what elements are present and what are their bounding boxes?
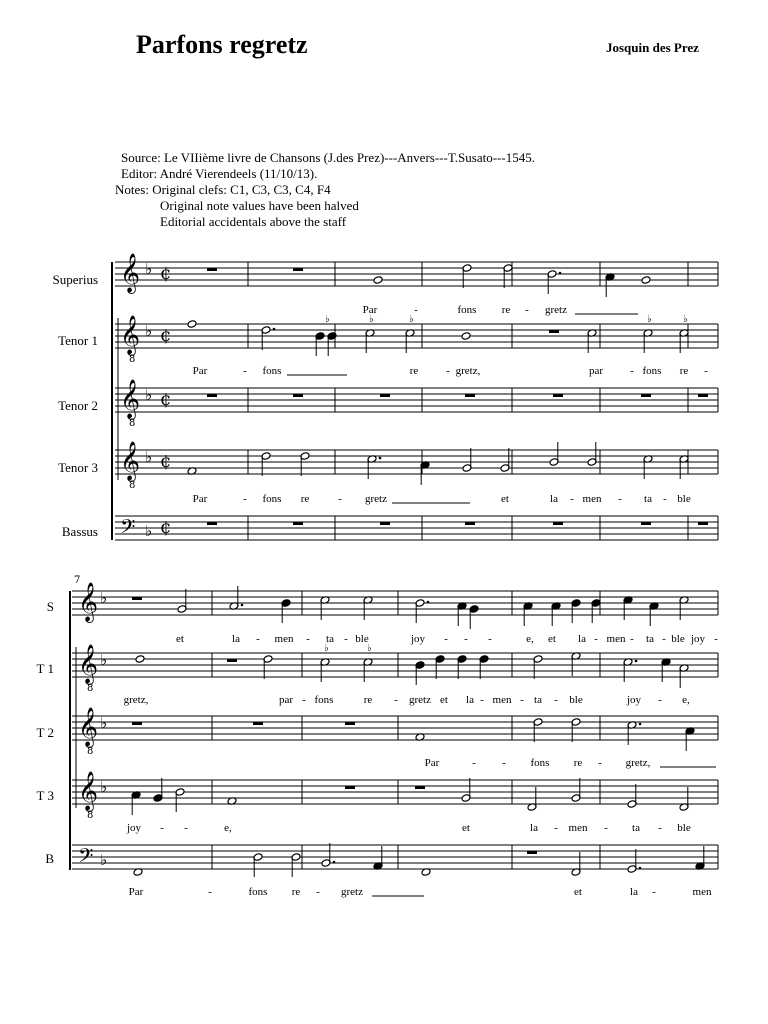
lyric-tenor1: re xyxy=(409,365,419,377)
lyric-superius: men xyxy=(606,633,626,645)
lyric-tenor3: Par xyxy=(192,493,208,505)
lyric-tenor3: joy xyxy=(126,822,142,834)
key-signature-flat: ♭ xyxy=(100,589,108,607)
whole-rest xyxy=(553,522,563,525)
lyric-tenor1: ta xyxy=(534,694,542,706)
whole-rest xyxy=(132,722,142,725)
lyric-tenor1: par xyxy=(588,365,604,377)
lyric-superius: re xyxy=(501,304,511,316)
lyric-bassus: - xyxy=(652,886,656,898)
lyric-tenor1: et xyxy=(440,694,448,706)
treble-clef: 𝄞 xyxy=(78,644,99,684)
lyric-tenor3: fons xyxy=(262,493,282,505)
time-signature: ¢ xyxy=(160,451,172,472)
lyric-superius: - xyxy=(714,633,718,645)
editorial-flat: ♭ xyxy=(367,643,372,654)
lyric-tenor1: ble xyxy=(569,694,583,706)
lyric-tenor3: la xyxy=(530,822,538,834)
whole-rest xyxy=(380,394,390,397)
key-signature-flat: ♭ xyxy=(100,778,108,796)
piece-title: Parfons regretz xyxy=(136,30,308,59)
lyric-superius: fons xyxy=(457,304,477,316)
lyric-bassus: gretz xyxy=(341,886,363,898)
key-signature-flat: ♭ xyxy=(145,448,153,466)
octave-mark: 8 xyxy=(87,746,94,757)
lyric-superius: et xyxy=(548,633,556,645)
lyric-tenor1: la xyxy=(466,694,474,706)
augmentation-dot xyxy=(635,660,638,663)
lyric-superius: - xyxy=(256,633,260,645)
whole-rest xyxy=(293,268,303,271)
octave-mark: 8 xyxy=(129,480,136,491)
key-signature-flat: ♭ xyxy=(145,260,153,278)
whole-rest xyxy=(132,597,142,600)
key-signature-flat: ♭ xyxy=(100,714,108,732)
lyric-superius: joy xyxy=(690,633,706,645)
key-signature-flat: ♭ xyxy=(100,851,108,869)
treble-clef: 𝄞 xyxy=(78,707,99,747)
whole-rest xyxy=(641,522,651,525)
lyric-tenor2: gretz, xyxy=(625,757,651,769)
augmentation-dot xyxy=(427,601,430,604)
key-signature-flat: ♭ xyxy=(145,386,153,404)
note-w xyxy=(461,332,471,341)
whole-rest xyxy=(465,522,475,525)
lyric-tenor1: - xyxy=(520,694,524,706)
whole-rest xyxy=(641,394,651,397)
lyric-superius: - xyxy=(464,633,468,645)
whole-rest xyxy=(227,659,237,662)
lyric-superius: - xyxy=(444,633,448,645)
lyric-tenor1: - xyxy=(704,365,708,377)
lyric-superius: ta xyxy=(326,633,334,645)
part-name-bassus: Bassus xyxy=(61,524,98,539)
augmentation-dot xyxy=(379,457,382,460)
lyric-tenor1: men xyxy=(492,694,512,706)
treble-clef: 𝄞 xyxy=(120,253,141,293)
lyric-superius: la xyxy=(232,633,240,645)
treble-clef: 𝄞 xyxy=(120,379,141,419)
whole-rest xyxy=(345,722,355,725)
lyric-tenor1: - xyxy=(630,365,634,377)
part-name-s: S xyxy=(46,599,54,614)
lyric-superius: joy xyxy=(410,633,426,645)
lyric-bassus: - xyxy=(208,886,212,898)
time-signature: ¢ xyxy=(160,517,172,538)
lyric-tenor3: - xyxy=(160,822,164,834)
part-name-t3: T 3 xyxy=(36,788,54,803)
lyric-tenor3: et xyxy=(462,822,470,834)
note-w xyxy=(135,655,145,664)
part-name-superius: Superius xyxy=(52,272,98,287)
part-name-t1: T 1 xyxy=(36,661,54,676)
whole-rest xyxy=(207,394,217,397)
lyric-tenor1: re xyxy=(363,694,373,706)
lyric-tenor3: men xyxy=(582,493,602,505)
augmentation-dot xyxy=(333,861,336,864)
lyric-tenor2: re xyxy=(573,757,583,769)
lyric-tenor1: re xyxy=(679,365,689,377)
lyric-superius: men xyxy=(274,633,294,645)
lyric-tenor3: - xyxy=(184,822,188,834)
whole-rest xyxy=(293,522,303,525)
treble-clef: 𝄞 xyxy=(120,315,141,355)
augmentation-dot xyxy=(639,723,642,726)
treble-clef: 𝄞 xyxy=(78,771,99,811)
lyric-bassus: fons xyxy=(248,886,268,898)
lyric-tenor3: ta xyxy=(632,822,640,834)
lyric-superius: - xyxy=(344,633,348,645)
lyric-tenor3: - xyxy=(243,493,247,505)
lyric-bassus: - xyxy=(316,886,320,898)
lyric-superius: - xyxy=(662,633,666,645)
octave-mark: 8 xyxy=(129,418,136,429)
lyric-tenor3: - xyxy=(554,822,558,834)
whole-rest xyxy=(345,786,355,789)
editorial-flat: ♭ xyxy=(325,314,330,325)
editorial-flat: ♭ xyxy=(647,314,652,325)
notes-line: Notes: Original clefs: C1, C3, C3, C4, F4 xyxy=(115,182,331,197)
composer-name: Josquin des Prez xyxy=(606,40,699,55)
lyric-tenor3: - xyxy=(604,822,608,834)
lyric-superius: - xyxy=(594,633,598,645)
lyric-tenor3: - xyxy=(658,822,662,834)
augmentation-dot xyxy=(241,604,244,607)
lyric-bassus: et xyxy=(574,886,582,898)
key-signature-flat: ♭ xyxy=(100,651,108,669)
whole-rest xyxy=(553,394,563,397)
whole-rest xyxy=(549,330,559,333)
lyric-tenor1: fons xyxy=(642,365,662,377)
lyric-tenor2: - xyxy=(502,757,506,769)
lyric-superius: - xyxy=(525,304,529,316)
lyric-superius: - xyxy=(630,633,634,645)
lyric-tenor1: fons xyxy=(262,365,282,377)
lyric-tenor3: men xyxy=(568,822,588,834)
whole-rest xyxy=(527,851,537,854)
part-name-tenor3: Tenor 3 xyxy=(58,460,98,475)
lyric-tenor2: - xyxy=(472,757,476,769)
lyric-tenor3: gretz xyxy=(365,493,387,505)
treble-clef: 𝄞 xyxy=(120,441,141,481)
time-signature: ¢ xyxy=(160,263,172,284)
lyric-tenor1: - xyxy=(554,694,558,706)
key-signature-flat: ♭ xyxy=(145,522,153,540)
lyric-superius: ble xyxy=(671,633,685,645)
whole-rest xyxy=(293,394,303,397)
lyric-bassus: re xyxy=(291,886,301,898)
lyric-tenor1: gretz, xyxy=(123,694,149,706)
editorial-flat: ♭ xyxy=(369,314,374,325)
lyric-tenor2: Par xyxy=(424,757,440,769)
octave-mark: 8 xyxy=(87,683,94,694)
whole-rest xyxy=(207,522,217,525)
measure-number: 7 xyxy=(74,575,81,586)
augmentation-dot xyxy=(639,867,642,870)
whole-rest xyxy=(698,522,708,525)
lyric-tenor3: e, xyxy=(224,822,232,834)
time-signature: ¢ xyxy=(160,325,172,346)
whole-rest xyxy=(415,786,425,789)
lyric-tenor3: - xyxy=(338,493,342,505)
lyric-tenor1: gretz xyxy=(409,694,431,706)
augmentation-dot xyxy=(559,272,562,275)
editorial-flat: ♭ xyxy=(683,314,688,325)
lyric-tenor2: - xyxy=(598,757,602,769)
lyric-superius: la xyxy=(578,633,586,645)
editorial-flat: ♭ xyxy=(409,314,414,325)
octave-mark: 8 xyxy=(87,810,94,821)
lyric-bassus: Par xyxy=(128,886,144,898)
bass-clef: 𝄢 xyxy=(78,844,94,872)
part-name-tenor1: Tenor 1 xyxy=(58,333,98,348)
notes-accidentals-line: Editorial accidentals above the staff xyxy=(160,214,347,229)
bass-clef: 𝄢 xyxy=(120,515,136,543)
lyric-superius: - xyxy=(414,304,418,316)
octave-mark: 8 xyxy=(129,354,136,365)
lyric-tenor1: - xyxy=(302,694,306,706)
whole-rest xyxy=(253,722,263,725)
lyric-tenor1: - xyxy=(658,694,662,706)
editor-line: Editor: André Vierendeels (11/10/13). xyxy=(121,166,318,181)
source-line: Source: Le VIIième livre de Chansons (J.des Prez)---Anvers---T.Susato---1545. xyxy=(121,150,535,165)
whole-rest xyxy=(207,268,217,271)
lyric-superius: ta xyxy=(646,633,654,645)
part-name-t2: T 2 xyxy=(36,725,54,740)
lyric-tenor3: ble xyxy=(677,493,691,505)
whole-rest xyxy=(465,394,475,397)
lyric-tenor1: gretz, xyxy=(455,365,481,377)
lyric-superius: e, xyxy=(526,633,534,645)
lyric-tenor1: e, xyxy=(682,694,690,706)
editorial-flat: ♭ xyxy=(324,643,329,654)
lyric-tenor3: - xyxy=(570,493,574,505)
treble-clef: 𝄞 xyxy=(78,582,99,622)
note-w xyxy=(187,320,197,329)
lyric-tenor1: fons xyxy=(314,694,334,706)
lyric-tenor3: ta xyxy=(644,493,652,505)
part-name-b: B xyxy=(45,851,54,866)
lyric-superius: - xyxy=(306,633,310,645)
note-w xyxy=(373,276,383,285)
lyric-tenor1: - xyxy=(243,365,247,377)
lyric-tenor1: - xyxy=(446,365,450,377)
augmentation-dot xyxy=(273,328,276,331)
lyric-tenor1: - xyxy=(394,694,398,706)
whole-rest xyxy=(698,394,708,397)
key-signature-flat: ♭ xyxy=(145,322,153,340)
lyric-superius: gretz xyxy=(545,304,567,316)
lyric-bassus: men xyxy=(692,886,712,898)
lyric-tenor3: et xyxy=(501,493,509,505)
lyric-tenor2: fons xyxy=(530,757,550,769)
part-name-tenor2: Tenor 2 xyxy=(58,398,98,413)
time-signature: ¢ xyxy=(160,389,172,410)
note-w xyxy=(641,276,651,285)
lyric-tenor3: re xyxy=(300,493,310,505)
lyric-tenor1: par xyxy=(278,694,294,706)
lyric-tenor3: - xyxy=(618,493,622,505)
lyric-bassus: la xyxy=(630,886,638,898)
lyric-tenor1: - xyxy=(480,694,484,706)
lyric-tenor1: Par xyxy=(192,365,208,377)
lyric-superius: Par xyxy=(362,304,378,316)
whole-rest xyxy=(380,522,390,525)
notes-halved-line: Original note values have been halved xyxy=(160,198,359,213)
lyric-tenor1: joy xyxy=(626,694,642,706)
lyric-tenor3: ble xyxy=(677,822,691,834)
lyric-tenor3: la xyxy=(550,493,558,505)
lyric-superius: - xyxy=(488,633,492,645)
lyric-superius: ble xyxy=(355,633,369,645)
lyric-tenor3: - xyxy=(663,493,667,505)
lyric-superius: et xyxy=(176,633,184,645)
